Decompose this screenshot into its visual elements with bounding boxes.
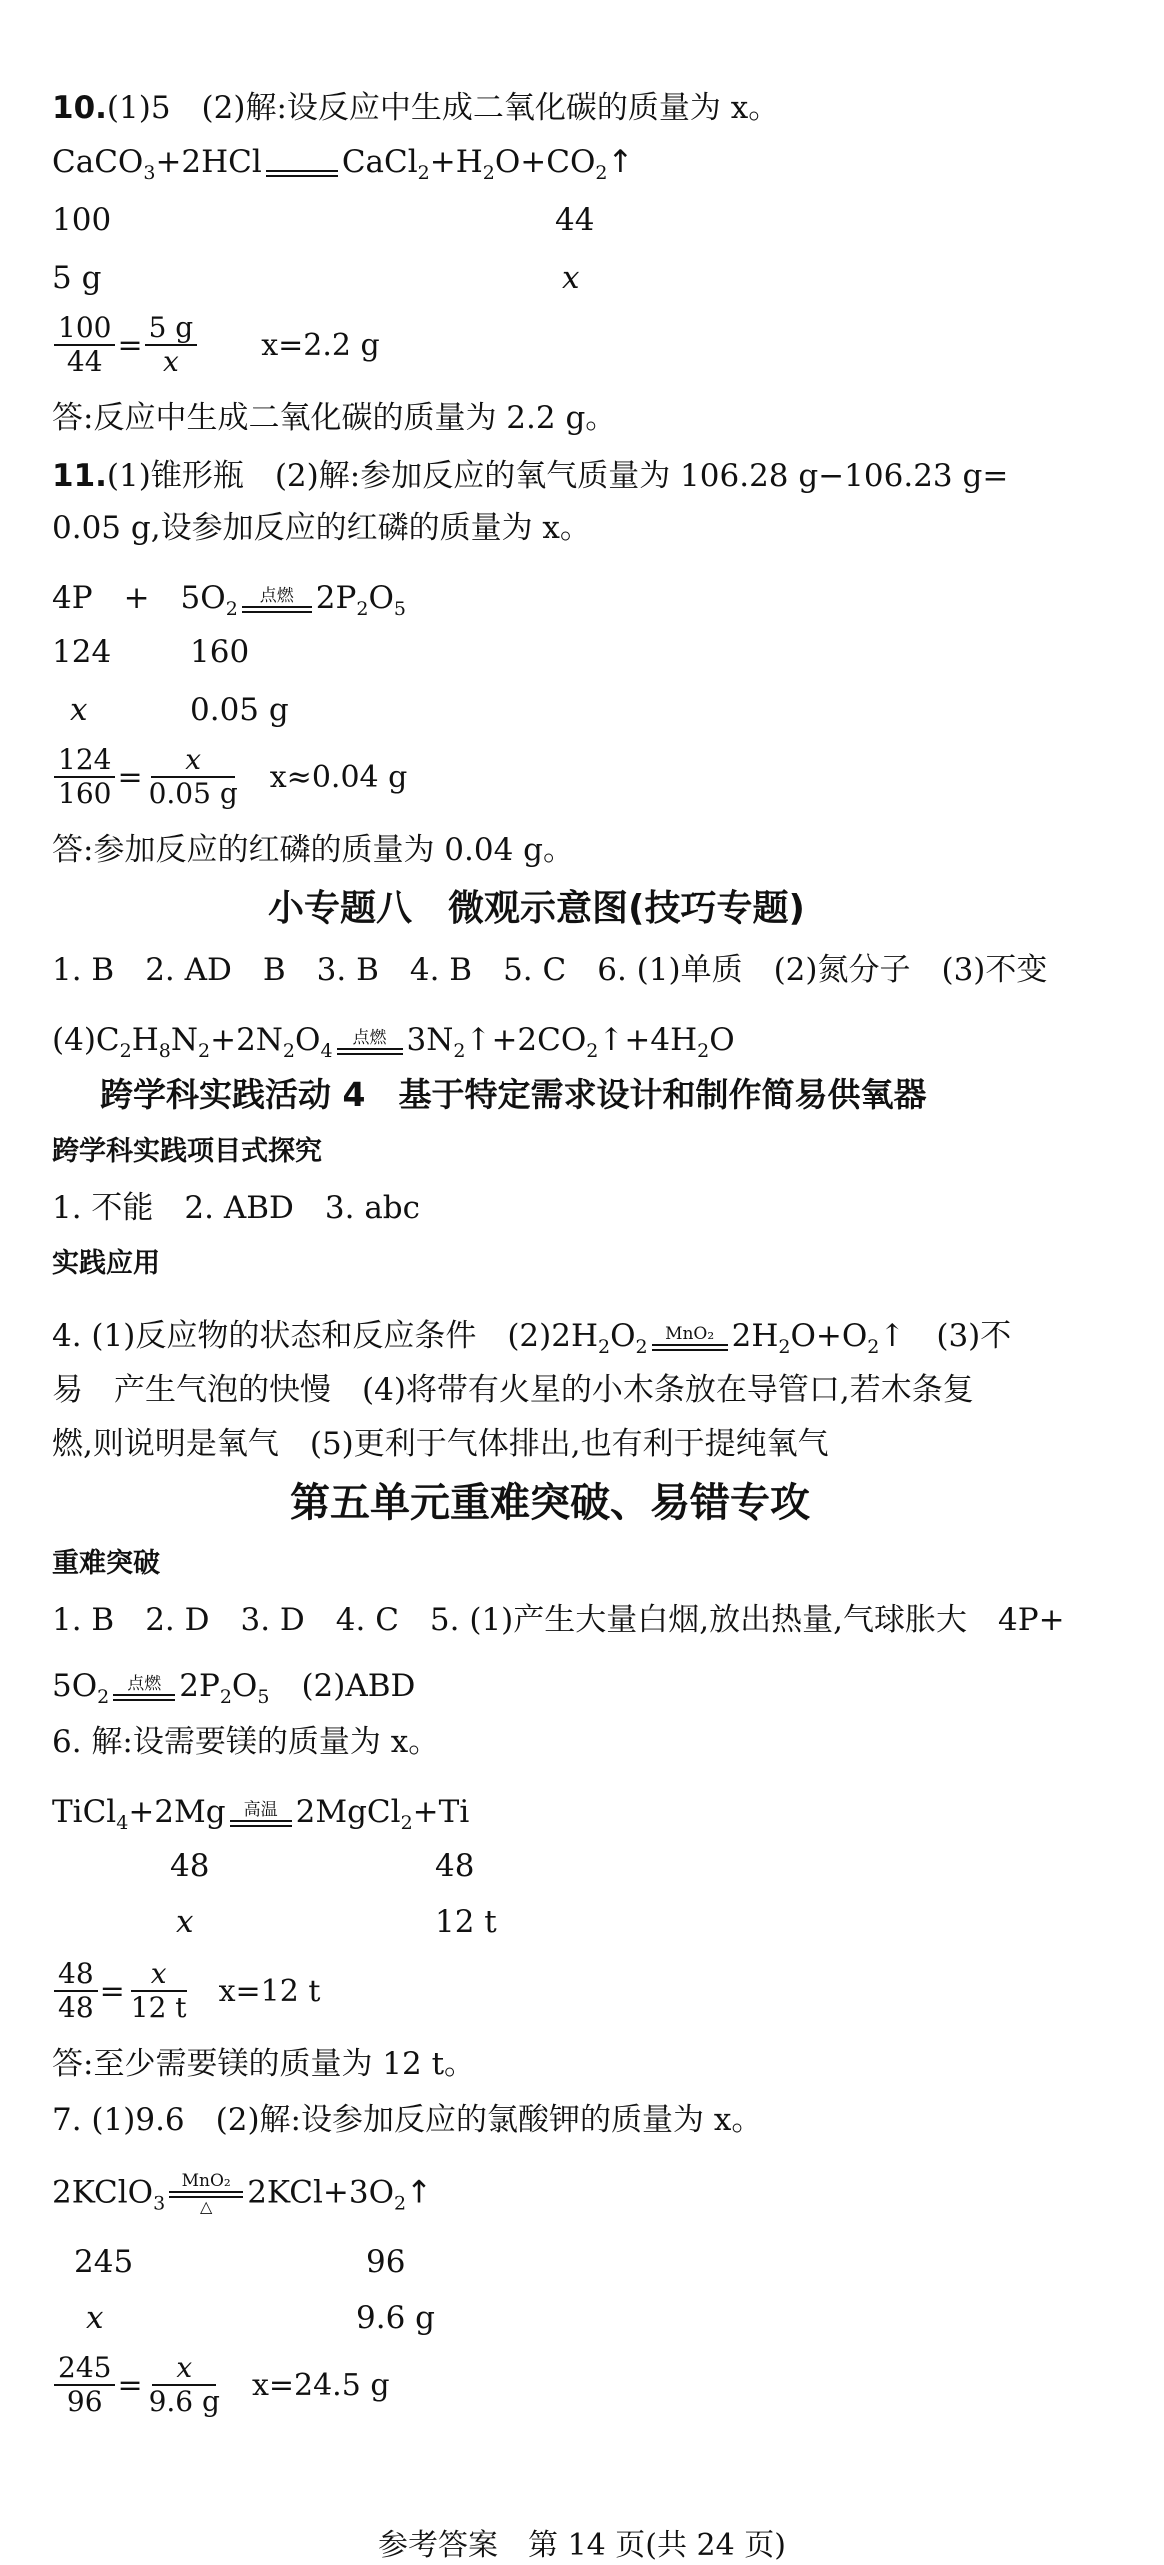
q11-intro-2: 0.05 g,设参加反应的红磷的质量为 x。 xyxy=(52,510,591,546)
equals-sign xyxy=(266,151,338,177)
section-8-answers: 1. B 2. AD B 3. B 4. B 5. C 6. (1)单质 (2)氮分子 (3)不变 xyxy=(52,952,1048,988)
q10-value-1: 5 g xyxy=(52,260,102,296)
activity-4-q4-line1: 4. (1)反应物的状态和反应条件 $(2)2H_2O_2$ MnO₂ $2H_2O+O_2↑$ (3)不 xyxy=(52,1318,1012,1359)
q6-value-1: x xyxy=(176,1904,194,1940)
q7-value-1: x xyxy=(86,2300,104,2336)
q7-mass-1: 245 xyxy=(74,2244,134,2280)
q11-value-2: 0.05 g xyxy=(190,692,289,728)
activity-4-answers-1: 1. 不能 2. ABD 3. abc xyxy=(52,1190,421,1226)
q6-mass-2: 48 xyxy=(435,1848,475,1884)
q7-mass-2: 96 xyxy=(366,2244,406,2280)
q11-intro: 11.(1)锥形瓶 (2)解:参加反应的氧气质量为 106.28 g−106.23 g= xyxy=(52,458,1009,494)
q11-answer: 答:参加反应的红磷的质量为 0.04 g。 xyxy=(52,832,575,868)
unit-5-answers-1: 1. B 2. D 3. D 4. C 5. (1)产生大量白烟,放出热量,气球胀大 4P+ xyxy=(52,1602,1065,1638)
q7-value-2: 9.6 g xyxy=(356,2300,435,2336)
q10-text: (1)5 (2)解:设反应中生成二氧化碳的质量为 x。 xyxy=(106,90,780,126)
q10-value-2: x xyxy=(562,260,580,296)
q10-proportion: $\frac{100}{44}$ = $\frac{5 g}{x}$ x=2.2 g xyxy=(52,312,380,378)
activity-4-title: 跨学科实践活动 4 基于特定需求设计和制作简易供氧器 xyxy=(100,1075,927,1114)
q6-equation: TiCl$_4$+2Mg 高温 2MgCl$_2$+Ti xyxy=(52,1794,470,1835)
q10-mass-1: 100 xyxy=(52,202,112,238)
q6-proportion: $\frac{48}{48}$ = $\frac{x}{12 t}$ x=12 t xyxy=(52,1958,320,2024)
q6-answer: 答:至少需要镁的质量为 12 t。 xyxy=(52,2046,476,2082)
activity-4-subheading-1: 跨学科实践项目式探究 xyxy=(52,1136,322,1167)
q10-answer: 答:反应中生成二氧化碳的质量为 2.2 g。 xyxy=(52,400,617,436)
q10-number: 10. xyxy=(52,90,107,126)
activity-4-subheading-2: 实践应用 xyxy=(52,1248,160,1279)
q11-value-1: x xyxy=(70,692,88,728)
gas-arrow-icon: ↑ xyxy=(607,144,634,180)
unit-5-title: 第五单元重难突破、易错专攻 xyxy=(290,1480,810,1526)
unit-5-equation-1: $5O_2$ 点燃 $2P_2O_5$ (2)ABD xyxy=(52,1668,416,1709)
q10-intro xyxy=(52,88,779,128)
q7-proportion: $\frac{245}{96}$ = $\frac{x}{9.6 g}$ x=24.5 g xyxy=(52,2352,390,2418)
q6-value-2: 12 t xyxy=(435,1904,497,1940)
page-footer: 参考答案 第 14 页(共 24 页) xyxy=(378,2528,786,2563)
q7-intro: 7. (1)9.6 (2)解:设参加反应的氯酸钾的质量为 x。 xyxy=(52,2102,763,2138)
activity-4-q4-line2: 易 产生气泡的快慢 (4)将带有火星的小木条放在导管口,若木条复 xyxy=(52,1372,974,1408)
activity-4-q4-line3: 燃,则说明是氧气 (5)更利于气体排出,也有利于提纯氧气 xyxy=(52,1426,829,1462)
q11-mass-1: 124 xyxy=(52,634,112,670)
q10-equation: CaCO$_3$+2HCl $CaCl_2+H_2O+CO_2↑$ xyxy=(52,144,634,185)
q11-mass-2: 160 xyxy=(190,634,250,670)
q11-equation: 4P + $5O_2$ 点燃 $2P_2O_5$ xyxy=(52,580,406,621)
q7-equation: 2KClO$_3$ MnO₂ △ $2KCl+3O_2↑$ xyxy=(52,2171,433,2216)
q11-proportion: $\frac{124}{160}$ = $\frac{x}{0.05 g}$ x≈0.04 g xyxy=(52,744,407,810)
q6-mass-1: 48 xyxy=(170,1848,210,1884)
section-8-equation: $(4)C_2H_8N_2+2N_2O_4$ 点燃 $3N_2↑+2CO_2↑+4H_2O$ xyxy=(52,1022,735,1063)
q6-intro: 6. 解:设需要镁的质量为 x。 xyxy=(52,1724,440,1760)
unit-5-subheading: 重难突破 xyxy=(52,1548,160,1579)
section-8-title: 小专题八 微观示意图(技巧专题) xyxy=(268,888,805,929)
q10-mass-2: 44 xyxy=(555,202,595,238)
